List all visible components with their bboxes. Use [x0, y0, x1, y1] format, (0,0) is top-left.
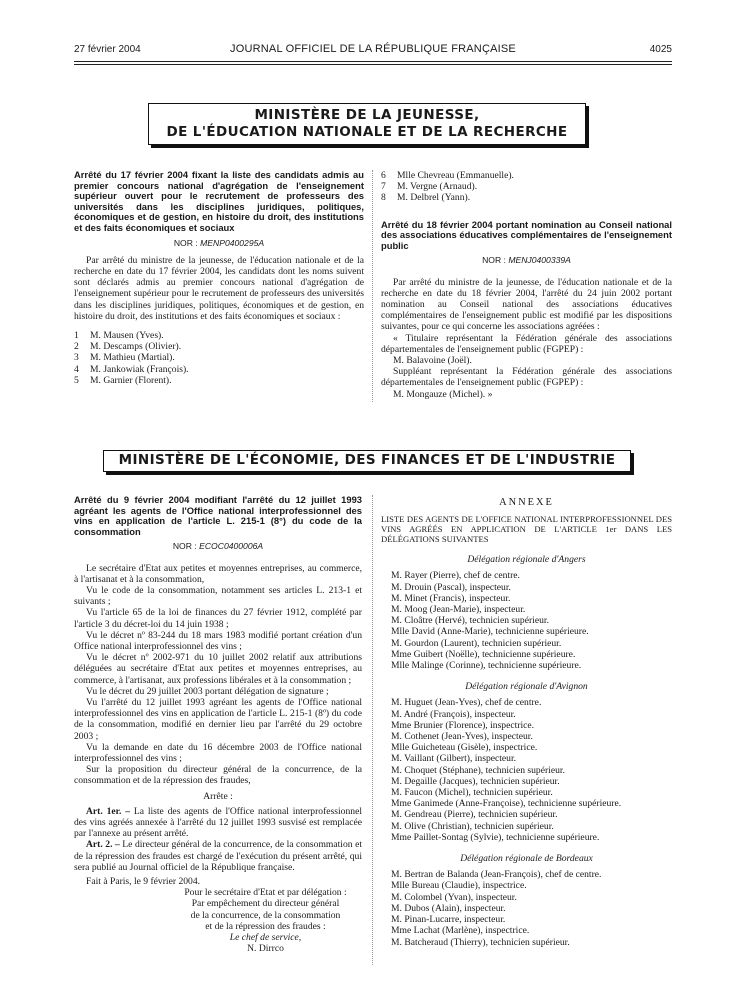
article-2-body: Par arrêté du ministre de la jeunesse, de l'éducation nationale et de la recherche en date du 18 février 2004, l'arrêté du 24 juin 2002 portant nomination au Conseil national des associations éducatives complémentaires de l'enseignement public est modifié par les dispositions suivantes, pour ce qui concerne les associations agréées :	[381, 276, 672, 333]
art-text: Le directeur général de la concurrence, de la consommation et de la répression des fraudes est chargé de l'exécution du présent arrêté, qui sera publié au Journal officiel de la République française.	[74, 839, 362, 873]
nor-label: NOR :	[173, 237, 201, 248]
article-1-title: Arrêté du 17 février 2004 fixant la liste des candidats admis au premier concours national d'agrégation de l'enseignement supérieur ouvert pour le recrutement de professeurs des universités dans les disciplines juridiques, politiques, économiques et de gestion, en histoire du droit, des institutions et des faits économiques et sociaux	[74, 169, 364, 233]
article-1-body: Par arrêté du ministre de la jeunesse, de l'éducation nationale et de la recherche en date du 17 février 2004, les candidats dont les noms suivent sont déclarés admis au premier concours national d'agrégation de l'enseignement supérieur pour le recrutement de professeurs des universités dans les disciplines juridiques, politiques, économiques et de gestion, en histoire du droit, des institutions et des faits économiques et sociaux :	[74, 254, 364, 322]
ministry-box-education	[148, 103, 586, 145]
visa-paragraph: Vu le décret nº 83-244 du 18 mars 1983 modifié portant création d'un Office national interprofessionnel des vins ;	[74, 629, 362, 652]
list-item: Mme Paillet-Sontag (Sylvie), technicienne supérieure.	[391, 831, 600, 843]
list-item	[74, 330, 364, 341]
list-item: M. André (François), inspecteur.	[391, 708, 516, 720]
candidate-list-2	[381, 170, 672, 204]
list-num: 1	[74, 329, 79, 341]
list-item: M. Colombel (Yvan), inspecteur.	[391, 891, 517, 903]
nor-code: MENP0400295A	[200, 237, 265, 248]
list-name: M. Mausen (Yves).	[90, 329, 164, 341]
signature-line: Par empêchement du directeur général	[191, 898, 340, 910]
article-1	[74, 170, 364, 386]
column-divider-top	[372, 170, 373, 402]
list-item: Mlle Bureau (Claudie), inspectrice.	[391, 880, 527, 892]
article-2-n1: M. Balavoine (Joël).	[393, 355, 472, 367]
journal-title: JOURNAL OFFICIEL DE LA RÉPUBLIQUE FRANÇAISE	[230, 43, 516, 55]
list-num: 3	[74, 352, 79, 364]
annexe	[381, 497, 672, 948]
signature-block	[169, 887, 362, 954]
ministry-line-2: DE L'ÉDUCATION NATIONALE ET DE LA RECHERCHE	[166, 124, 568, 140]
delegation-angers: Délégation régionale d'Angers	[467, 554, 586, 566]
list-item: Mme Guibert (Noëlle), technicienne supérieure.	[391, 648, 576, 660]
visa-paragraph: Vu la demande en date du 16 décembre 2003 de l'Office national interprofessionnel des vins ;	[74, 741, 362, 765]
list-item: M. Moog (Jean-Marie), inspecteur.	[391, 604, 526, 616]
article-2-n2: M. Mongauze (Michel). »	[393, 388, 493, 400]
article-1-nor	[74, 238, 364, 249]
list-item: M. Olive (Christian), technicien supérieur.	[391, 820, 554, 832]
list-item: M. Gendreau (Pierre), technicien supérieur.	[391, 809, 558, 821]
agent-list-angers	[381, 570, 672, 671]
list-name: M. Mathieu (Martial).	[90, 352, 175, 364]
nor-label: NOR :	[172, 541, 200, 552]
list-num: 2	[74, 341, 79, 353]
visa-paragraph: Le secrétaire d'Etat aux petites et moyennes entreprises, au commerce, à l'artisanat et à la consommation,	[74, 562, 362, 585]
visa-paragraph: Vu l'article 65 de la loi de finances du 27 février 1912, complété par l'article 3 du décret-loi du 14 juin 1938 ;	[74, 607, 362, 630]
list-item: M. Drouin (Pascal), inspecteur.	[391, 581, 511, 593]
list-item	[74, 341, 364, 352]
column-divider-bottom	[372, 495, 373, 965]
list-name: M. Garnier (Florent).	[90, 374, 172, 386]
art-text: La liste des agents de l'Office national interprofessionnel des vins agréés annexée à l'arrêté du 12 juillet 1993 susvisé est remplacée par l'annexe au présent arrêté.	[74, 805, 362, 840]
page-header	[74, 40, 672, 60]
delegation-bordeaux: Délégation régionale de Bordeaux	[460, 853, 593, 865]
list-name: M. Vergne (Arnaud).	[397, 181, 478, 193]
signature-role: Le chef de service,	[229, 932, 302, 944]
annexe-subtitle: LISTE DES AGENTS DE L'OFFICE NATIONAL INTERPROFESSIONNEL DES VINS AGRÉÉS EN APPLICATION DE L'ARTICLE 1er DANS LES DÉLÉGATIONS SUIVANTES	[381, 514, 672, 545]
list-item: M. Faucon (Michel), technicien supérieur.	[391, 787, 553, 799]
list-item	[381, 181, 672, 192]
list-item: Mme Brunier (Florence), inspectrice.	[391, 719, 535, 731]
list-item: M. Choquet (Stéphane), technicien supérieur.	[391, 764, 565, 776]
list-item	[74, 352, 364, 363]
article-2e	[74, 839, 362, 873]
art-label: Art. 1er. –	[86, 805, 131, 817]
list-item: Mlle Guicheteau (Gisèle), inspectrice.	[391, 742, 538, 754]
delegation-avignon: Délégation régionale d'Avignon	[465, 681, 588, 693]
list-num: 6	[381, 170, 386, 181]
list-item: Mme Ganimede (Anne-Françoise), technicienne supérieure.	[391, 798, 622, 810]
article-2	[381, 170, 672, 400]
article-2-p2: Suppléant représentant la Fédération générale des associations départementales de l'enseignement public (FGPEP) :	[381, 366, 672, 389]
list-name: Mlle Chevreau (Emmanuelle).	[397, 170, 514, 181]
list-item: Mlle Malinge (Corinne), technicienne supérieure.	[391, 660, 582, 672]
header-date: 27 février 2004	[74, 44, 141, 55]
list-item: M. Rayer (Pierre), chef de centre.	[391, 570, 520, 582]
page-number: 4025	[649, 44, 672, 55]
signature-name: N. Dirrco	[247, 943, 284, 955]
article-3-nor	[74, 541, 362, 552]
visa-paragraph: Vu le décret du 29 juillet 2003 portant délégation de signature ;	[86, 685, 329, 697]
agent-list-avignon	[381, 697, 672, 843]
nor-code: ECOC0400006A	[199, 541, 264, 552]
list-item	[381, 192, 672, 203]
list-item: M. Bertran de Balanda (Jean-François), chef de centre.	[391, 869, 602, 881]
ministry-line: MINISTÈRE DE L'ÉCONOMIE, DES FINANCES ET DE L'INDUSTRIE	[118, 452, 616, 468]
article-2-nor	[381, 255, 672, 266]
nor-code: MENJ0400339A	[508, 255, 571, 266]
list-item: M. Minet (Francis), inspecteur.	[391, 592, 511, 604]
list-item: Mme Lachat (Marlène), inspectrice.	[391, 925, 530, 937]
agent-list-bordeaux	[381, 869, 672, 947]
list-item	[74, 364, 364, 375]
article-1er	[74, 806, 362, 840]
arrete-heading: Arrête :	[203, 790, 233, 802]
list-item: M. Gourdon (Laurent), technicien supérieur.	[391, 637, 562, 649]
article-2-title: Arrêté du 18 février 2004 portant nomination au Conseil national des associations éducatives complémentaires de l'enseignement public	[381, 218, 672, 251]
list-item: M. Vaillant (Gilbert), inspecteur.	[391, 753, 517, 765]
list-item	[74, 375, 364, 386]
list-item: M. Huguet (Jean-Yves), chef de centre.	[391, 697, 542, 709]
header-rule	[74, 61, 672, 62]
visa-paragraph: Vu l'arrêté du 12 juillet 1993 agréant les agents de l'Office national interprofessionnel des vins en application de l'article L. 215-1 (8º) du code de la consommation, modifié en dernier lieu par l'arrêté du 29 octobre 2003 ;	[74, 697, 362, 742]
list-num: 5	[74, 374, 79, 386]
signature-line: Pour le secrétaire d'Etat et par délégation :	[184, 887, 347, 899]
ministry-line-1: MINISTÈRE DE LA JEUNESSE,	[254, 107, 480, 123]
list-name: M. Jankowiak (François).	[90, 363, 189, 375]
list-item: M. Dubos (Alain), inspecteur.	[391, 902, 506, 914]
ministry-box-economy	[103, 450, 631, 472]
visa-paragraph: Vu le décret nº 2002-971 du 10 juillet 2002 relatif aux attributions déléguées au secrétaire d'Etat aux petites et moyennes entreprises, au commerce, à l'artisanat, aux professions libérales et à la consommation ;	[74, 652, 362, 686]
list-item: M. Pinan-Lucarre, inspecteur.	[391, 914, 506, 926]
list-name: M. Delbrel (Yann).	[397, 192, 471, 204]
list-item: M. Degaille (Jacques), technicien supérieur.	[391, 775, 560, 787]
article-3-title: Arrêté du 9 février 2004 modifiant l'arrêté du 12 juillet 1993 agréant les agents de l'Office national interprofessionnel des vins en application de l'article L. 215-1 (8°) du code de la consommation	[74, 494, 362, 537]
annexe-title: ANNEXE	[499, 497, 554, 508]
candidate-list-1	[74, 330, 364, 386]
list-item: Mlle David (Anne-Marie), technicienne supérieure.	[391, 626, 589, 638]
visa-paragraph: Vu le code de la consommation, notamment ses articles L. 213-1 et suivants ;	[74, 584, 362, 608]
nor-label: NOR :	[482, 255, 509, 266]
visa-paragraph: Sur la proposition du directeur général de la concurrence, de la consommation et de la répression des fraudes,	[74, 764, 362, 787]
signature-line: de la concurrence, de la consommation	[190, 909, 341, 921]
list-num: 4	[74, 363, 79, 375]
list-item: M. Cloâtre (Hervé), technicien supérieur.	[391, 615, 549, 627]
list-item: M. Batcheraud (Thierry), technicien supérieur.	[391, 936, 570, 948]
list-item: M. Cothenet (Jean-Yves), inspecteur.	[391, 731, 533, 743]
fait-a-paris: Fait à Paris, le 9 février 2004.	[86, 876, 201, 888]
art-label: Art. 2. –	[86, 839, 120, 851]
list-item	[381, 170, 672, 181]
list-num: 8	[381, 192, 386, 204]
header-rule-2	[74, 64, 672, 65]
signature-line: et de la répression des fraudes :	[205, 920, 326, 932]
list-name: M. Descamps (Olivier).	[90, 341, 182, 353]
article-2-p1: « Titulaire représentant la Fédération générale des associations départementales de l'enseignement public (FGPEP) :	[381, 332, 672, 355]
article-3	[74, 495, 362, 954]
list-num: 7	[381, 181, 386, 193]
